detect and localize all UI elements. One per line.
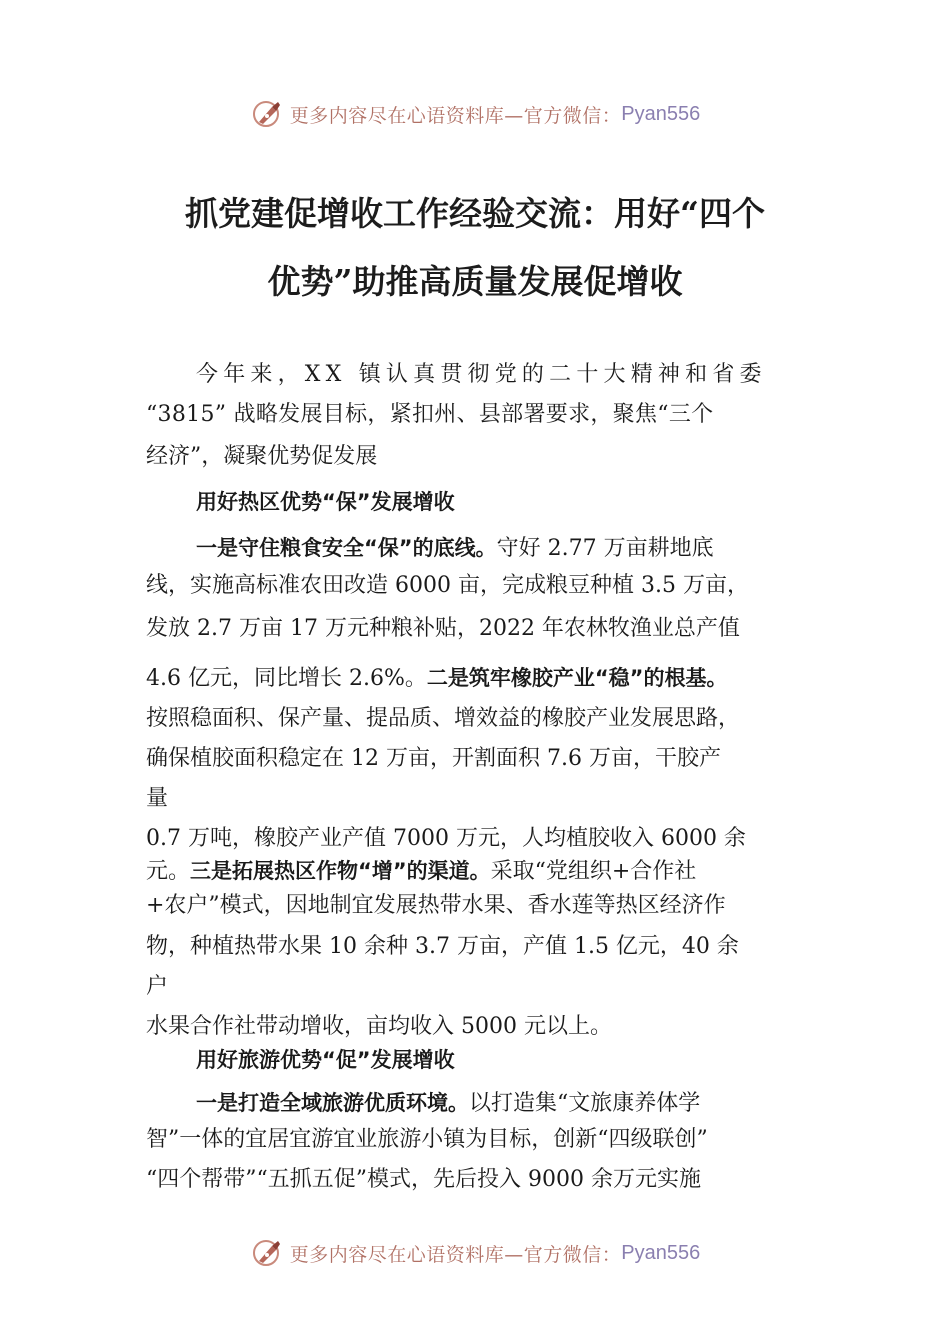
paragraph-text: 以打造集“文旅康养体学: [469, 1091, 701, 1116]
paragraph-line: 线，实施高标准农田改造 6000 亩，完成粮豆种植 3.5 万亩，: [146, 573, 749, 598]
paragraph-line: [146, 663, 727, 694]
watermark-banner-top: [0, 94, 950, 134]
document-title-line-2: 优势”助推高质量发展促增收: [267, 262, 683, 301]
paragraph-text: 采取“党组织+合作社: [490, 859, 697, 884]
bold-lead-phrase: 三是拓展热区作物“增”的渠道。: [190, 859, 491, 883]
watermark-wechat-id: Pyan556: [621, 1241, 701, 1264]
section-heading: 用好热区优势“保”发展增收: [196, 490, 455, 514]
paragraph-line: 智”一体的宜居宜游宜业旅游小镇为目标，创新“四级联创”: [146, 1127, 708, 1152]
paragraph-line: 水果合作社带动增收，亩均收入 5000 元以上。: [146, 1014, 612, 1039]
watermark-text: 更多内容尽在心语资料库—官方微信：: [289, 104, 622, 127]
bold-lead-phrase: 一是打造全域旅游优质环境。: [196, 1091, 469, 1115]
watermark-text: 更多内容尽在心语资料库—官方微信：: [289, 1243, 622, 1266]
pen-nib-logo-icon: [250, 97, 284, 131]
paragraph-line: 户: [146, 974, 169, 999]
paragraph-line: 量: [146, 786, 169, 811]
section-heading: 用好旅游优势“促”发展增收: [196, 1048, 455, 1072]
paragraph-line: 物，种植热带水果 10 余种 3.7 万亩，产值 1.5 亿元，40 余: [146, 934, 739, 959]
paragraph-line: 确保植胶面积稳定在 12 万亩，开割面积 7.6 万亩，干胶产: [146, 746, 721, 771]
paragraph-line: “3815” 战略发展目标，紧扣州、县部署要求，聚焦“三个: [146, 402, 714, 427]
paragraph-text: 元。: [146, 859, 191, 884]
paragraph-line: 按照稳面积、保产量、提品质、增效益的橡胶产业发展思路，: [146, 706, 741, 731]
paragraph-line: +农户”模式，因地制宜发展热带水果、香水莲等热区经济作: [146, 893, 726, 918]
paragraph-line: 今年来，XX 镇认真贯彻党的二十大精神和省委: [196, 362, 767, 387]
paragraph-line: “四个帮带”“五抓五促”模式，先后投入 9000 余万元实施: [146, 1167, 701, 1192]
paragraph-line: [196, 533, 714, 564]
paragraph-line: [196, 1088, 700, 1119]
paragraph-line: 0.7 万吨，橡胶产业产值 7000 万元，人均植胶收入 6000 余: [146, 826, 746, 851]
watermark-banner-bottom: [0, 1233, 950, 1273]
pen-nib-logo-icon: [250, 1236, 284, 1270]
bold-lead-phrase: 二是筑牢橡胶产业“稳”的根基。: [426, 666, 728, 690]
watermark-wechat-id: Pyan556: [621, 102, 701, 125]
bold-lead-phrase: 一是守住粮食安全“保”的底线。: [196, 536, 497, 560]
paragraph-text: 守好 2.77 万亩耕地底: [496, 536, 714, 561]
paragraph-line: [146, 856, 696, 887]
paragraph-line: 经济”，凝聚优势促发展: [146, 444, 378, 469]
paragraph-text: 4.6 亿元，同比增长 2.6%。: [146, 666, 427, 691]
paragraph-line: 发放 2.7 万亩 17 万元种粮补贴，2022 年农林牧渔业总产值: [146, 616, 740, 641]
document-title-line-1: 抓党建促增收工作经验交流：用好“四个: [185, 194, 765, 233]
